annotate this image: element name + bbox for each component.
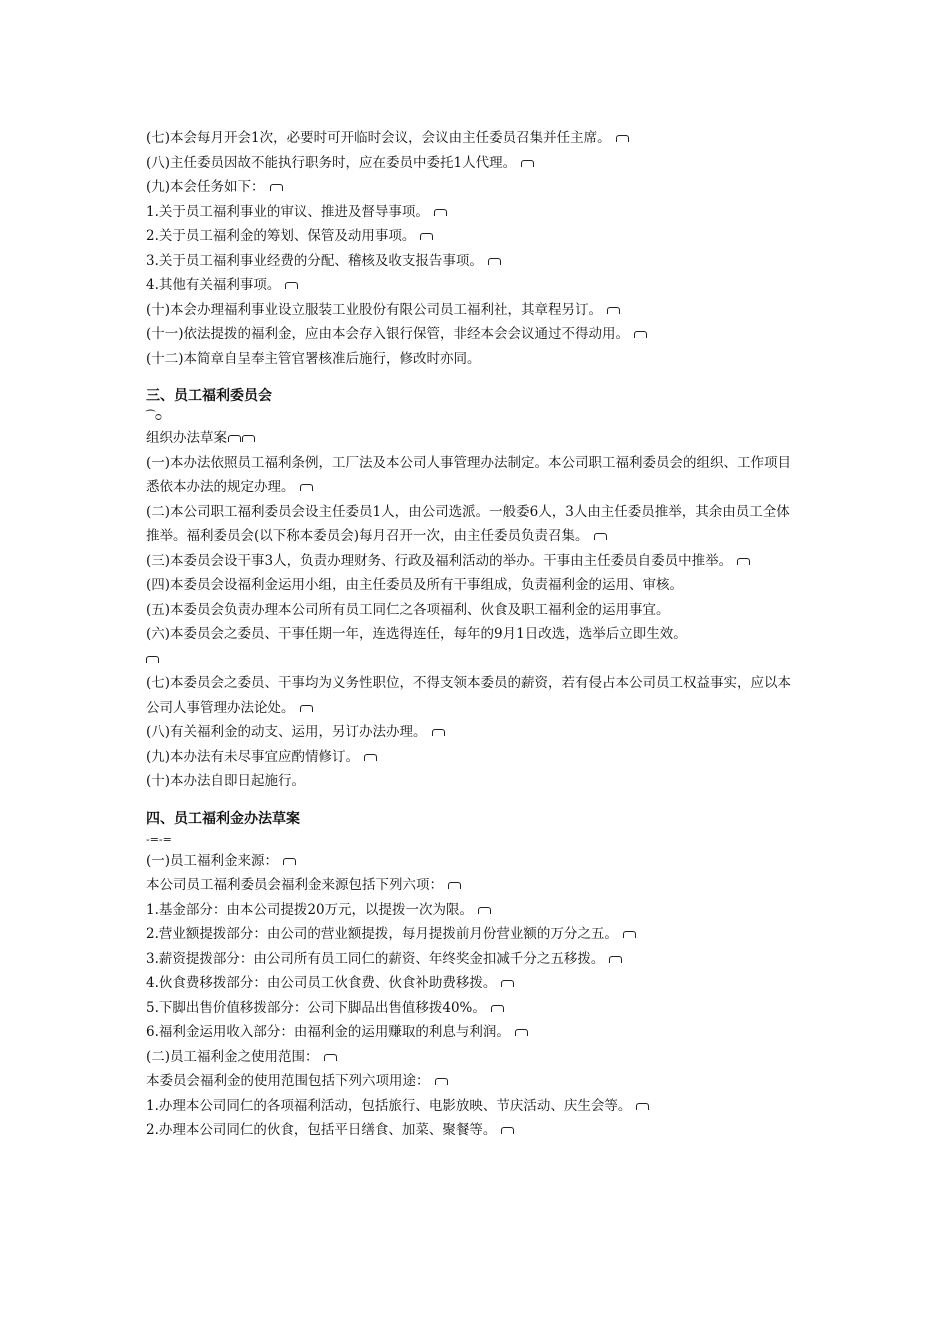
- s4-line-9: (二)员工福利金之使用范围：: [146, 1045, 802, 1070]
- s4-line-7: 5.下脚出售价值移拨部分：公司下脚品出售值移拨40%。: [146, 996, 802, 1021]
- s4-line-5: 3.薪资提拨部分：由公司所有员工同仁的薪资、年终奖金扣减千分之五移拨。: [146, 947, 802, 972]
- s3-para-8: (八)有关福利金的动支、运用，另订办法办理。: [146, 720, 802, 745]
- clause-10: (十)本会办理福利事业设立服装工业股份有限公司员工福利社，其章程另订。: [146, 298, 802, 323]
- section-3-subtitle: 组织办法草案: [146, 426, 802, 451]
- paragraph-mark-icon: [434, 209, 447, 216]
- section-3-body: [146, 451, 802, 794]
- s4-line-12: 2.办理本公司同仁的伙食，包括平日缮食、加菜、聚餐等。: [146, 1118, 802, 1143]
- s4-line-11: 1.办理本公司同仁的各项福利活动，包括旅行、电影放映、节庆活动、庆生会等。: [146, 1094, 802, 1119]
- paragraph-mark-icon: [146, 656, 159, 663]
- paragraph-mark-icon: [737, 558, 750, 565]
- s3-para-7: (七)本委员会之委员、干事均为义务性职位，不得支领本委员的薪资，若有侵占本公司员工权益事实，应以本公司人事管理办法论处。: [146, 675, 792, 716]
- paragraph-mark-icon: [432, 729, 445, 736]
- paragraph-mark-icon: [594, 533, 607, 540]
- paragraph-mark-icon: [324, 1054, 337, 1061]
- section-4-body: [146, 849, 802, 1143]
- paragraph-mark-icon: [420, 233, 433, 240]
- s3-para-9: (九)本办法有未尽事宜应酌情修订。: [146, 745, 802, 770]
- task-item-1: 1.关于员工福利事业的审议、推进及督导事项。: [146, 200, 802, 225]
- s3-para-6: (六)本委员会之委员、干事任期一年，连选得连任，每年的9月1日改选，选举后立即生效。: [146, 622, 802, 671]
- clause-8: (八)主任委员因故不能执行职务时，应在委员中委托1人代理。: [146, 151, 802, 176]
- clause-11: (十一)依法提拨的福利金，应由本会存入银行保管，非经本会会议通过不得动用。: [146, 322, 802, 347]
- ornament-icon: ⁀ᴑ: [146, 410, 162, 423]
- paragraph-mark-icon: [636, 1103, 649, 1110]
- task-item-3: 3.关于员工福利事业经费的分配、稽核及收支报告事项。: [146, 249, 802, 274]
- section-2-tail: [146, 126, 802, 371]
- s4-line-8: 6.福利金运用收入部分：由福利金的运用赚取的利息与利润。: [146, 1020, 802, 1045]
- task-item-4: 4.其他有关福利事项。: [146, 273, 802, 298]
- document-page: [146, 126, 802, 1143]
- ornament-icon: -=-=: [146, 832, 172, 846]
- paragraph-mark-icon: [270, 184, 283, 191]
- paragraph-mark-icon: [515, 1029, 528, 1036]
- s3-para-3: (三)本委员会设干事3人，负责办理财务、行政及福利活动的举办。干事由主任委员自委员中推举。: [146, 549, 802, 574]
- s4-line-6: 4.伙食费移拨部分：由公司员工伙食费、伙食补助费移拨。: [146, 971, 802, 996]
- s3-para-4: (四)本委员会设福利金运用小组，由主任委员及所有干事组成，负责福利金的运用、审核。: [146, 577, 684, 593]
- paragraph-mark-icon: [242, 435, 255, 442]
- clause-7: (七)本会每月开会1次，必要时可开临时会议，会议由主任委员召集并任主席。: [146, 126, 802, 151]
- paragraph-mark-icon: [448, 882, 461, 889]
- paragraph-mark-icon: [478, 907, 491, 914]
- section-4-heading: 四、员工福利金办法草案: [146, 810, 300, 827]
- paragraph-mark-icon: [623, 931, 636, 938]
- paragraph-mark-icon: [521, 160, 534, 167]
- s4-line-4: 2.营业额提拨部分：由公司的营业额提拨，每月提拨前月份营业额的万分之五。: [146, 922, 802, 947]
- s3-para-2: (二)本公司职工福利委员会设主任委员1人，由公司选派。一般委6人，3人由主任委员推举，其余由员工全体推举。福利委员会(以下称本委员会)每月召开一次，由主任委员负责召集。: [146, 503, 790, 544]
- paragraph-mark-icon: [283, 858, 296, 865]
- task-item-2: 2.关于员工福利金的筹划、保管及动用事项。: [146, 224, 802, 249]
- paragraph-mark-icon: [607, 307, 620, 314]
- paragraph-mark-icon: [491, 1005, 504, 1012]
- s3-para-10: (十)本办法自即日起施行。: [146, 773, 306, 789]
- s3-para-5: (五)本委员会负责办理本公司所有员工同仁之各项福利、伙食及职工福利金的运用事宜。: [146, 601, 670, 618]
- paragraph-mark-icon: [435, 1078, 448, 1085]
- s4-line-2: 本公司员工福利委员会福利金来源包括下列六项：: [146, 873, 802, 898]
- s4-line-10: 本委员会福利金的使用范围包括下列六项用途：: [146, 1069, 802, 1094]
- paragraph-mark-icon: [501, 1127, 514, 1134]
- paragraph-mark-icon: [609, 956, 622, 963]
- paragraph-mark-icon: [634, 331, 647, 338]
- paragraph-mark-icon: [616, 135, 629, 142]
- s4-line-3: 1.基金部分：由本公司提拨20万元，以提拨一次为限。: [146, 898, 802, 923]
- paragraph-mark-icon: [285, 282, 298, 289]
- paragraph-mark-icon: [364, 754, 377, 761]
- paragraph-mark-icon: [300, 705, 313, 712]
- clause-9: (九)本会任务如下：: [146, 175, 802, 200]
- paragraph-mark-icon: [488, 258, 501, 265]
- s3-para-1: (一)本办法依照员工福利条例，工厂法及本公司人事管理办法制定。本公司职工福利委员会的组织、工作项目悉依本办法的规定办理。: [146, 454, 792, 495]
- clause-12: (十二)本简章自呈奉主管官署核准后施行，修改时亦同。: [146, 350, 481, 367]
- paragraph-mark-icon: [228, 435, 241, 442]
- section-3-heading: 三、员工福利委员会: [146, 388, 272, 404]
- paragraph-mark-icon: [300, 484, 313, 491]
- s4-line-1: (一)员工福利金来源：: [146, 849, 802, 874]
- paragraph-mark-icon: [501, 980, 514, 987]
